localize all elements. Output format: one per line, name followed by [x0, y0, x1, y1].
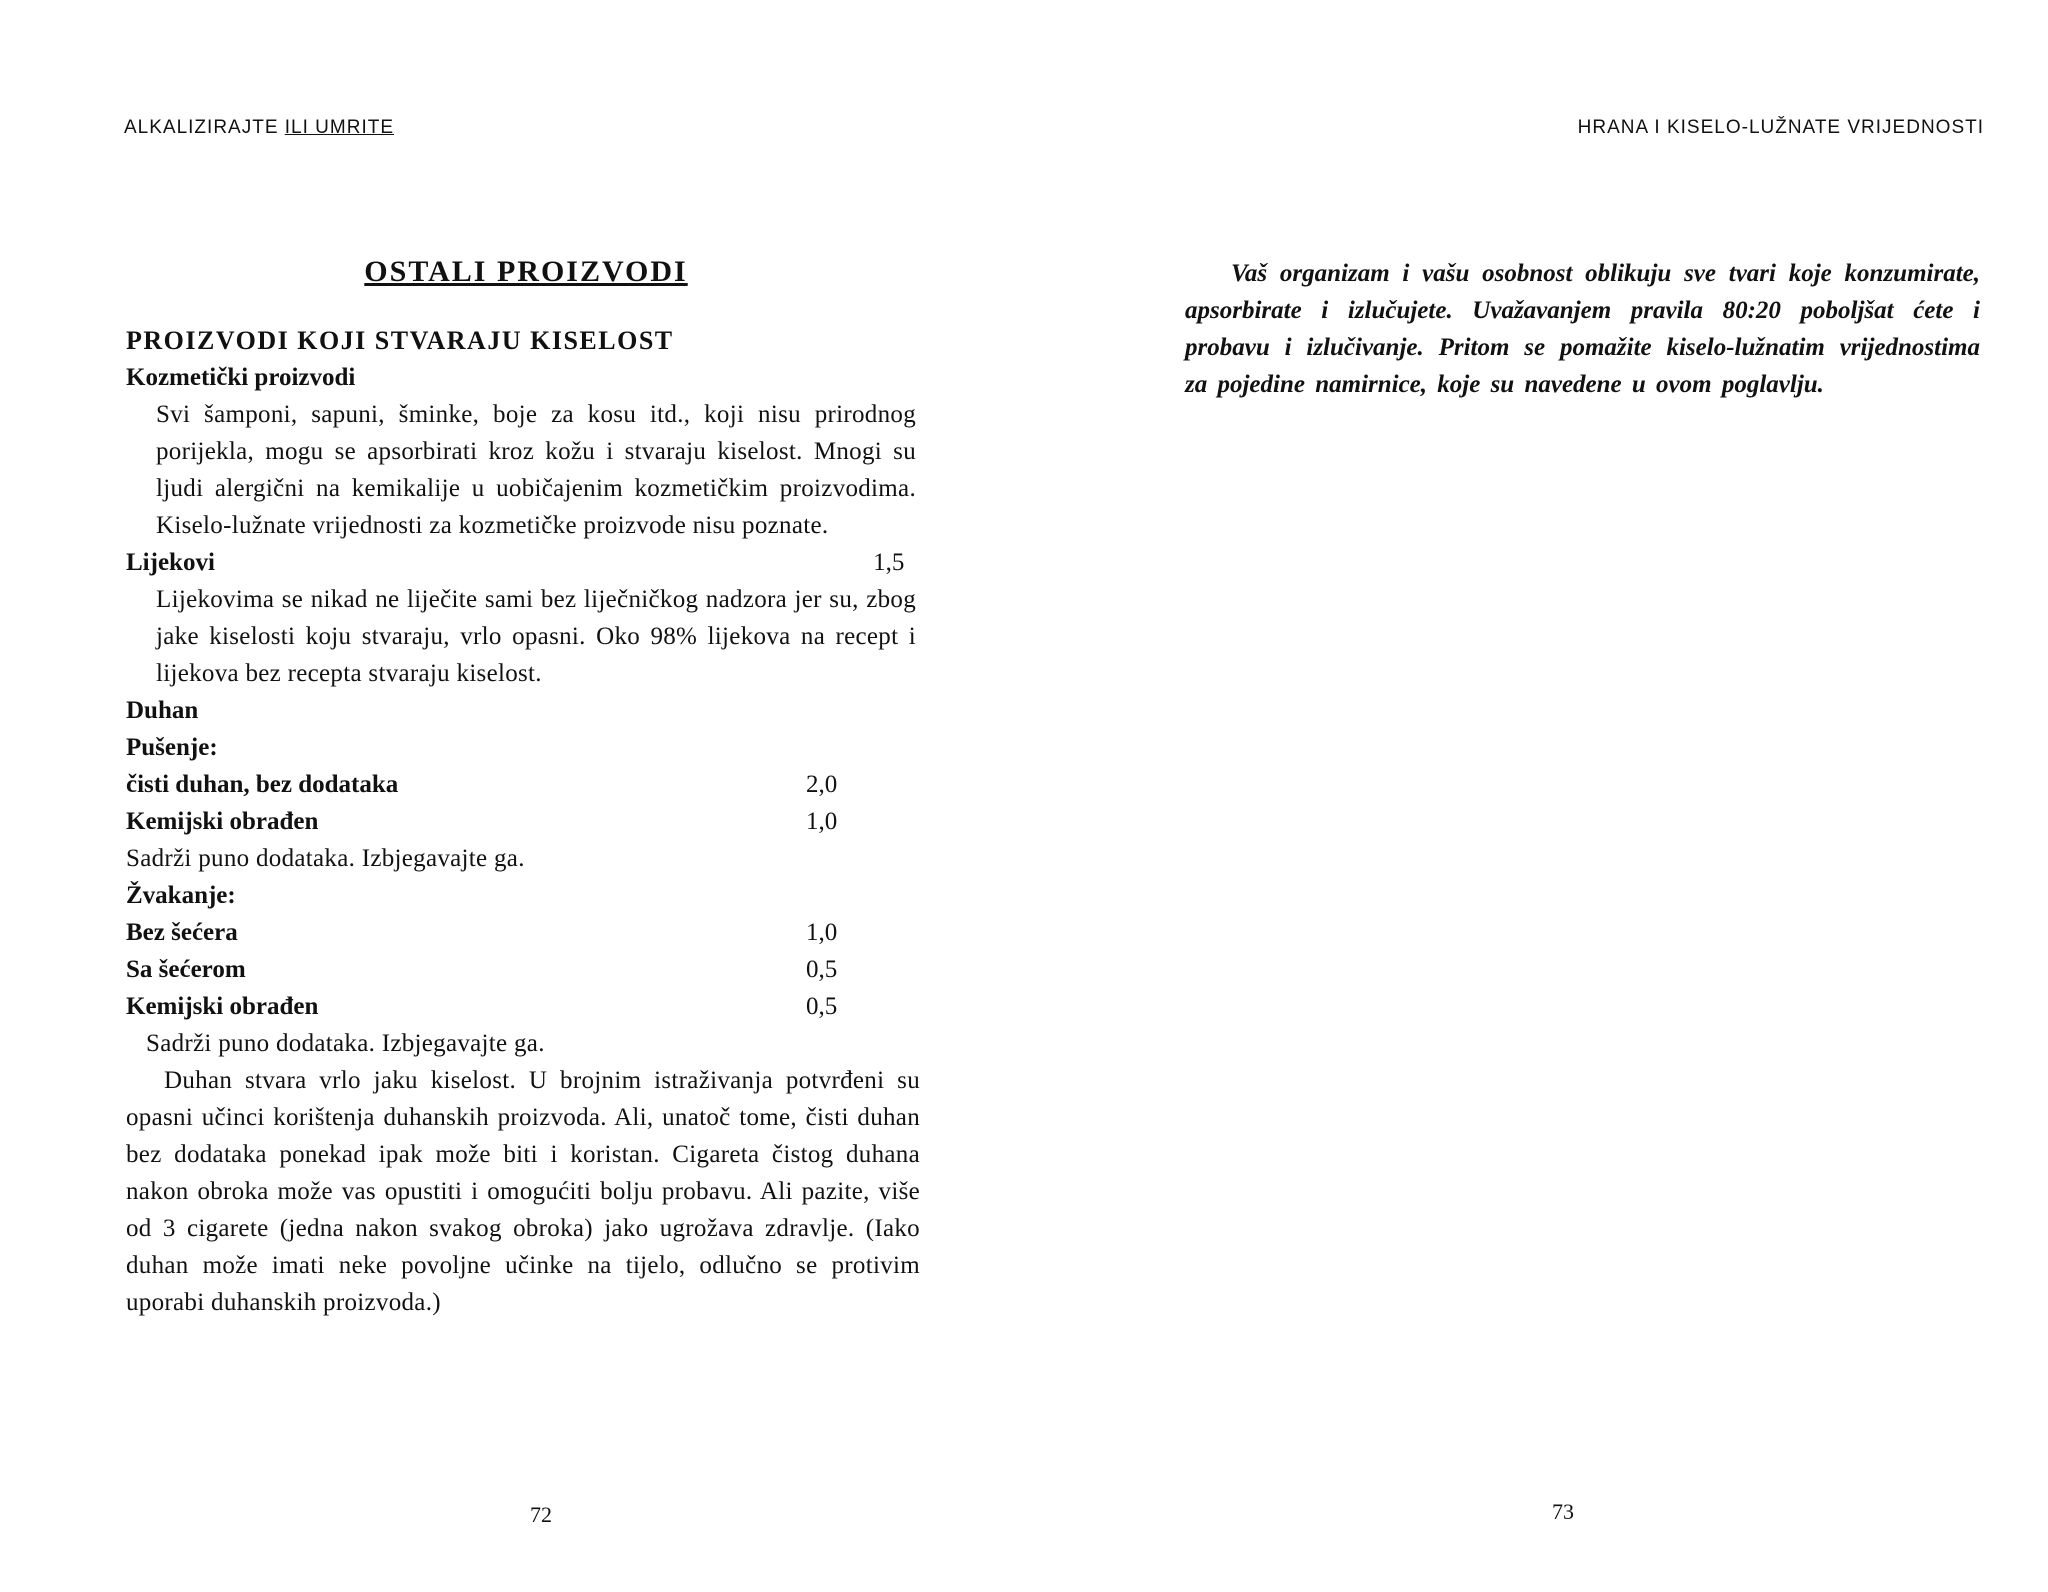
tobacco-paragraph: Duhan stvara vrlo jaku kiselost. U brojnim istraživanja potvrđeni su opasni učinci korištenja duhanskih proizvoda. Ali, unatoč tome, čisti duhan bez dodataka ponekad ipak može biti i koristan. Cigareta čistog duhana nakon obroka može vas opustiti i omogućiti bolju probavu. Ali pazite, više od 3 cigarete (jedna nakon svakog obroka) jako ugrožava zdravlje. (Iako duhan može imati neke povoljne učinke na tijelo, odlučno se protivim uporabi duhanskih proizvoda.) — [126, 1067, 920, 1316]
chewing-note: Sadrži puno dodataka. Izbjegavajte ga. — [146, 1030, 545, 1057]
running-header-left-part1: ALKALIZIRAJTE — [124, 117, 279, 138]
smoking-heading: Pušenje: — [126, 734, 218, 761]
medicines-heading: Lijekovi — [126, 549, 215, 576]
row-value: 1,0 — [806, 919, 838, 946]
row-label: Kemijski obrađen — [126, 808, 319, 835]
intro-paragraph: Vaš organizam i vašu osobnost oblikuju sve tvari koje konzumirate, apsorbirate i izlučujete. Uvažavanjem pravila 80:20 poboljšat ćete i probavu i izlučivanje. Pritom se pomažite kiselo-lužnatim vrijednostima za pojedine namirnice, koje su navedene u ovom poglavlju. — [1185, 260, 1980, 398]
tobacco-heading: Duhan — [126, 697, 199, 724]
running-header-left — [124, 117, 394, 139]
medicines-value: 1,5 — [873, 549, 905, 576]
left-page — [126, 255, 926, 1321]
chewing-heading: Žvakanje: — [126, 882, 236, 909]
subsection-title: PROIZVODI KOJI STVARAJU KISELOST — [126, 326, 674, 355]
row-value: 0,5 — [806, 956, 838, 983]
section-title: OSTALI PROIZVODI — [364, 255, 688, 288]
cosmetics-text: Svi šamponi, sapuni, šminke, boje za kosu itd., koji nisu prirodnog porijekla, mogu se apsorbirati kroz kožu i stvaraju kiselost. Mnogi su ljudi alergični na kemikalije u uobičajenim kozmetičkim proizvodima. Kiselo-lužnate vrijednosti za kozmetičke proizvode nisu poznate. — [156, 401, 916, 539]
page-number-left: 72 — [530, 1502, 552, 1527]
running-header-right: HRANA I KISELO-LUŽNATE VRIJEDNOSTI — [1577, 117, 1984, 138]
right-page — [1185, 255, 1980, 403]
cosmetics-heading: Kozmetički proizvodi — [126, 364, 356, 391]
row-label: Kemijski obrađen — [126, 993, 319, 1020]
value-row — [126, 766, 926, 803]
row-value: 0,5 — [806, 993, 838, 1020]
page-number-right: 73 — [1552, 1499, 1574, 1524]
medicines-text: Lijekovima se nikad ne liječite sami bez liječničkog nadzora jer su, zbog jake kiselosti koju stvaraju, vrlo opasni. Oko 98% lijekova na recept i lijekova bez recepta stvaraju kiselost. — [156, 586, 916, 687]
value-row — [126, 803, 926, 840]
smoking-note: Sadrži puno dodataka. Izbjegavajte ga. — [126, 845, 525, 872]
running-header-left-part2: ILI UMRITE — [284, 117, 395, 138]
row-label: Sa šećerom — [126, 956, 246, 983]
row-label: Bez šećera — [126, 919, 238, 946]
row-value: 1,0 — [806, 808, 838, 835]
value-row — [126, 988, 926, 1025]
medicines-row — [126, 544, 926, 581]
row-value: 2,0 — [806, 771, 838, 798]
value-row — [126, 951, 926, 988]
value-row — [126, 914, 926, 951]
row-label: čisti duhan, bez dodataka — [126, 771, 399, 798]
